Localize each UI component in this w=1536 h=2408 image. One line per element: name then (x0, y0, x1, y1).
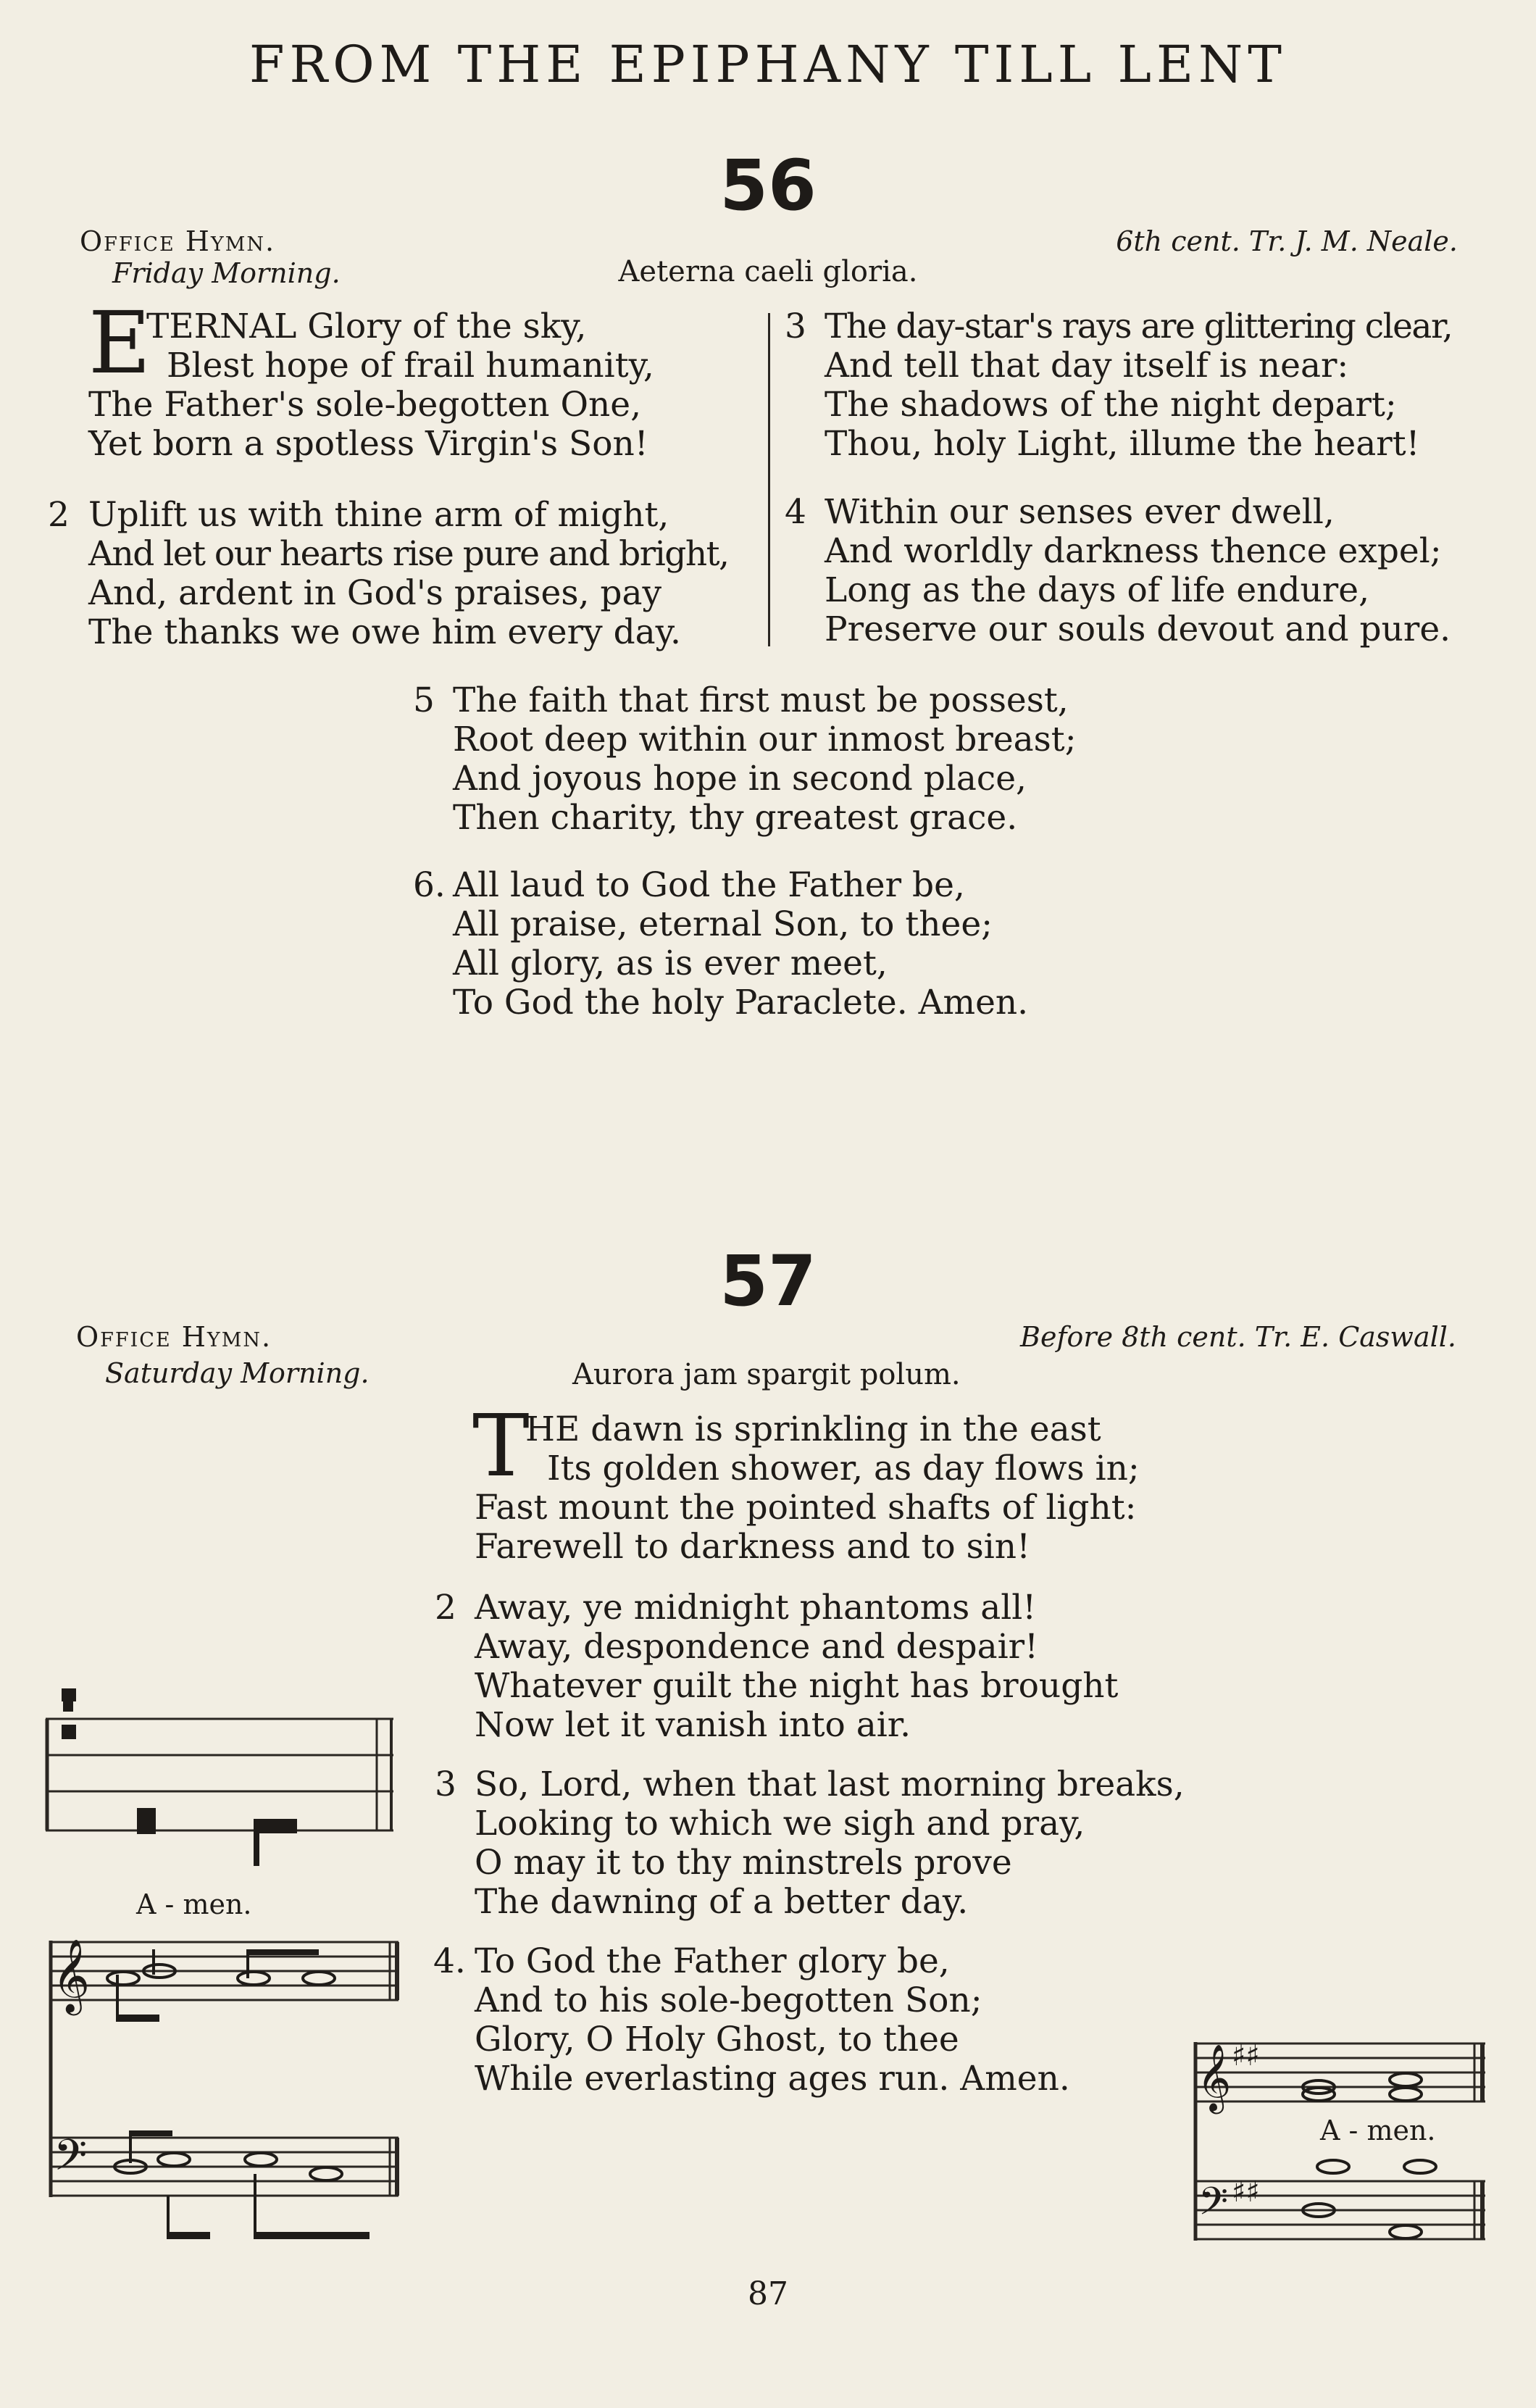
verse-number: 4 (785, 492, 806, 532)
drop-cap-e: E (88, 293, 151, 393)
verse-line: The dawning of a better day. (475, 1882, 969, 1922)
verse-line: And let our hearts rise pure and bright, (88, 534, 729, 574)
verse-line: HE dawn is sprinkling in the east (525, 1409, 1101, 1449)
verse-line: Preserve our souls devout and pure. (825, 609, 1451, 649)
verse-number: 2 (435, 1588, 456, 1628)
verse-line: Thou, holy Light, illume the heart! (825, 424, 1420, 464)
verse-number: 4. (433, 1941, 466, 1981)
hymn56-verse-4 (825, 493, 1451, 649)
hymn56-verse-5 (453, 681, 1077, 838)
verse-number: 5 (413, 680, 435, 720)
verse-line: Within our senses ever dwell, (825, 492, 1335, 532)
hymn57-verse-3 (475, 1765, 1185, 1922)
verse-line: Long as the days of life endure, (825, 570, 1370, 610)
verse-line: The Father's sole-begotten One, (88, 385, 642, 425)
page-number: 87 (748, 2275, 788, 2312)
hymn-number-57: 57 (719, 1241, 817, 1322)
verse-line: O may it to thy minstrels prove (475, 1843, 1012, 1883)
verse-line: So, Lord, when that last morning breaks, (475, 1765, 1185, 1804)
verse-line: Then charity, thy greatest grace. (453, 798, 1018, 838)
column-divider (768, 313, 770, 646)
treble-clef-icon: 𝄞 (1197, 2044, 1232, 2111)
amen-harmony-staff-right (1188, 2022, 1493, 2275)
verse-line: Now let it vanish into air. (475, 1705, 911, 1745)
left-amen-text: A - men. (136, 1888, 252, 1920)
office-hymn-label-56: Office Hymn. (80, 225, 276, 257)
verse-line: Whatever guilt the night has brought (475, 1666, 1119, 1706)
day-label-57: Saturday Morning. (105, 1357, 370, 1389)
verse-line: All laud to God the Father be, (453, 865, 965, 905)
attribution-56: 6th cent. Tr. J. M. Neale. (1116, 225, 1458, 257)
verse-line: Glory, O Holy Ghost, to thee (475, 2020, 959, 2059)
hymn-number-56: 56 (719, 145, 817, 226)
verse-line: And joyous hope in second place, (453, 759, 1027, 799)
verse-line: And tell that day itself is near: (825, 346, 1349, 386)
hymn56-verse-1 (88, 307, 654, 464)
hymn56-verse-3 (825, 307, 1452, 464)
hymn57-verse-2 (475, 1588, 1118, 1745)
office-hymn-label-57: Office Hymn. (76, 1321, 272, 1353)
hymn57-verse-1 (475, 1410, 1140, 1567)
sharp-icon: ♯♯ (1232, 2039, 1260, 2072)
verse-line: All glory, as is ever meet, (453, 943, 888, 983)
verse-line: To God the holy Paraclete. Amen. (453, 983, 1029, 1022)
verse-line: All praise, eternal Son, to thee; (453, 904, 993, 944)
verse-line: Uplift us with thine arm of might, (88, 495, 669, 535)
hymn57-verse-4 (475, 1942, 1070, 2099)
verse-number: 2 (48, 495, 70, 535)
verse-number: 6. (413, 865, 446, 905)
treble-clef-icon: 𝄞 (52, 1938, 91, 2012)
verse-line: Farewell to darkness and to sin! (475, 1527, 1030, 1567)
verse-line: The shadows of the night depart; (825, 385, 1397, 425)
running-header: FROM THE EPIPHANY TILL LENT (249, 35, 1287, 94)
verse-line: And worldly darkness thence expel; (825, 531, 1442, 571)
bass-clef-icon: 𝄢 (54, 2130, 88, 2191)
hymn56-verse-2 (88, 496, 728, 652)
attribution-57: Before 8th cent. Tr. E. Caswall. (1020, 1321, 1456, 1353)
amen-harmony-staff-left (43, 1928, 406, 2268)
latin-title-57: Aurora jam spargit polum. (572, 1358, 961, 1391)
drop-cap-t: T (472, 1396, 530, 1496)
verse-line: Its golden shower, as day flows in; (547, 1449, 1140, 1488)
bass-clef-icon: 𝄢 (1198, 2180, 1229, 2233)
verse-line: Blest hope of frail humanity, (167, 346, 654, 386)
verse-line: The thanks we owe him every day. (88, 612, 681, 652)
verse-line: And, ardent in God's praises, pay (88, 573, 662, 613)
verse-line: Fast mount the pointed shafts of light: (475, 1488, 1137, 1528)
verse-line: The day-star's rays are glittering clear, (825, 307, 1453, 346)
verse-line: Looking to which we sigh and pray, (475, 1804, 1085, 1844)
sharp-icon: ♯♯ (1232, 2175, 1260, 2209)
verse-number: 3 (785, 307, 806, 346)
verse-line: Away, ye midnight phantoms all! (475, 1588, 1037, 1628)
verse-line: While everlasting ages run. Amen. (475, 2059, 1070, 2099)
latin-title-56: Aeterna caeli gloria. (618, 255, 918, 288)
verse-line: Away, despondence and despair! (475, 1627, 1039, 1667)
verse-line: To God the Father glory be, (475, 1941, 950, 1981)
amen-plainsong-staff (40, 1681, 402, 1913)
verse-number: 3 (435, 1765, 456, 1804)
hymn56-verse-6 (453, 866, 1028, 1022)
verse-line: TERNAL Glory of the sky, (146, 307, 587, 346)
verse-line: Yet born a spotless Virgin's Son! (88, 424, 648, 464)
verse-line: And to his sole-begotten Son; (475, 1980, 982, 2020)
verse-line: Root deep within our inmost breast; (453, 720, 1077, 759)
verse-line: The faith that first must be possest, (453, 680, 1069, 720)
right-amen-text: A - men. (1320, 2115, 1436, 2146)
day-label-56: Friday Morning. (112, 257, 341, 289)
